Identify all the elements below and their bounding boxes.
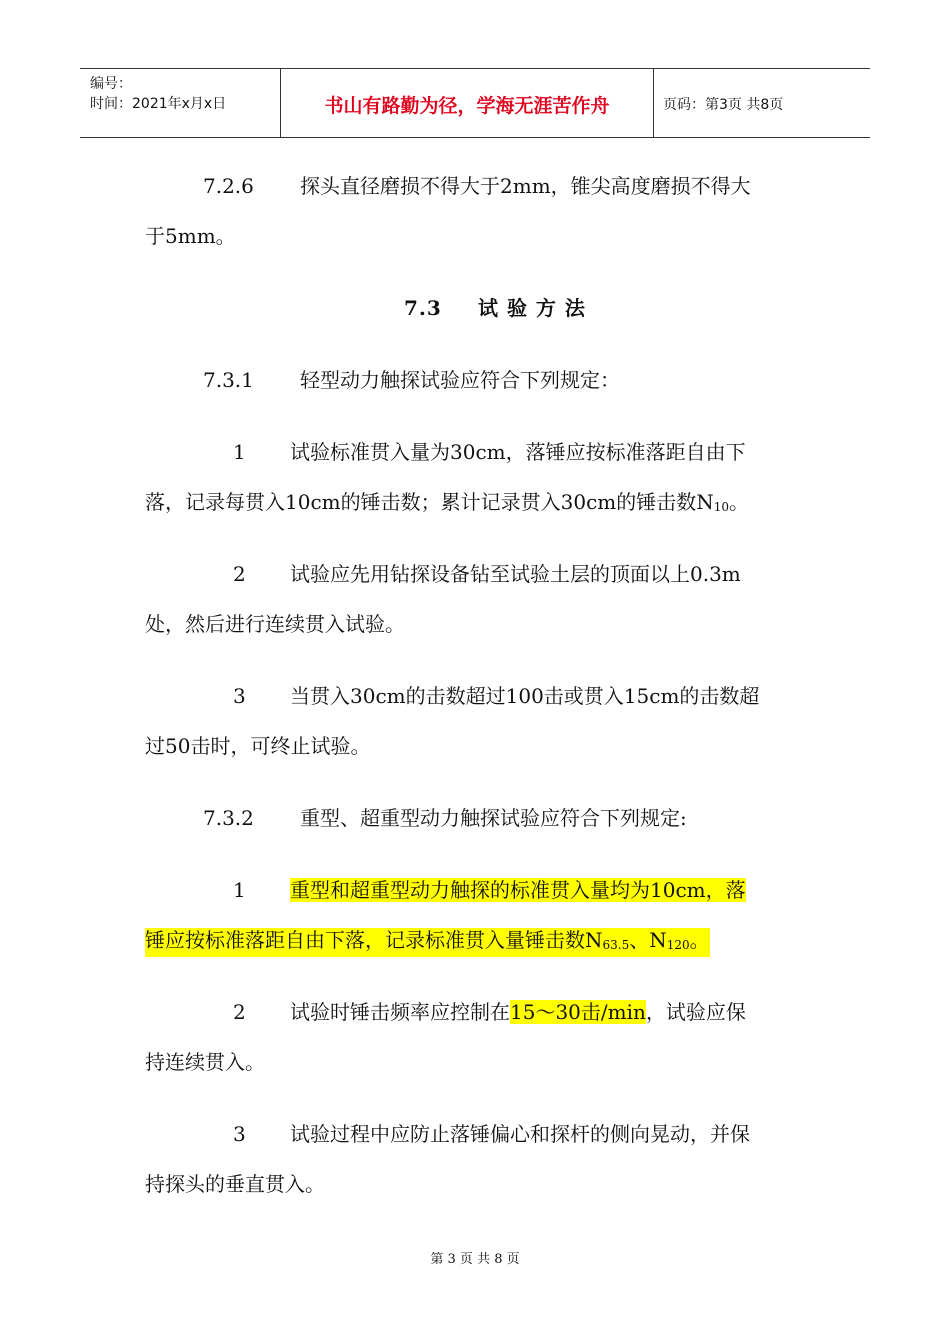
- line-text: 试验时锤击频率应控制在: [290, 1000, 510, 1024]
- date-label: 时间：2021年x月x日: [90, 96, 227, 112]
- document-header: [80, 68, 870, 138]
- line-text: 、N: [629, 928, 667, 952]
- header-middle-cell: [280, 69, 654, 137]
- paragraph-line: 持连续贯入。: [145, 1050, 265, 1074]
- paragraph-line: 处，然后进行连续贯入试验。: [145, 612, 405, 636]
- item-number: 2: [233, 1000, 246, 1024]
- paragraph-line: 试验应先用钻探设备钻至试验土层的顶面以上0.3m: [290, 562, 741, 586]
- highlighted-line: [145, 928, 710, 957]
- paragraph-line: 试验标准贯入量为30cm，落锤应按标准落距自由下: [290, 440, 746, 464]
- item-number: 1: [233, 878, 246, 902]
- number-label: 编号：: [90, 76, 132, 92]
- line-end: 。: [729, 490, 750, 514]
- section-title: 试 验 方 法: [478, 296, 586, 320]
- clause-number: 7.3.2: [203, 806, 254, 830]
- paragraph-line: 过50击时，可终止试验。: [145, 734, 371, 758]
- subscript: 120: [666, 938, 690, 952]
- item-number: 1: [233, 440, 246, 464]
- item-number: 3: [233, 684, 246, 708]
- paragraph-line: 探头直径磨损不得大于2mm，锥尖高度磨损不得大: [300, 174, 751, 198]
- paragraph-line: 于5mm。: [145, 224, 236, 248]
- paragraph-line: 轻型动力触探试验应符合下列规定：: [300, 368, 620, 392]
- paragraph-line: 当贯入30cm的击数超过100击或贯入15cm的击数超: [290, 684, 760, 708]
- page-footer: 第 3 页 共 8 页: [430, 1252, 520, 1267]
- paragraph-line: [145, 490, 749, 519]
- subscript: 63.5: [602, 938, 630, 952]
- header-left-cell: [80, 69, 280, 137]
- page-code: 页码：第3页 共8页: [663, 97, 784, 113]
- clause-number: 7.3.1: [203, 368, 254, 392]
- header-motto: 书山有路勤为径，学海无涯苦作舟: [324, 95, 610, 117]
- subscript: 10: [713, 500, 730, 514]
- clause-number: 7.2.6: [203, 174, 254, 198]
- line-end: 。: [689, 928, 710, 952]
- highlighted-line: 重型和超重型动力触探的标准贯入量均为10cm，落: [290, 878, 746, 902]
- line-text: ，试验应保: [645, 1000, 746, 1024]
- header-right-cell: [653, 69, 870, 137]
- paragraph-line: 试验过程中应防止落锤偏心和探杆的侧向晃动，并保: [290, 1122, 750, 1146]
- paragraph-line: [290, 1000, 746, 1024]
- highlighted-text: 15～30击/min: [510, 1000, 646, 1024]
- section-number: 7.3: [404, 296, 442, 320]
- item-number: 3: [233, 1122, 246, 1146]
- item-number: 2: [233, 562, 246, 586]
- line-text: 锤应按标准落距自由下落，记录标准贯入量锤击数N: [145, 928, 603, 952]
- paragraph-line: 持探头的垂直贯入。: [145, 1172, 325, 1196]
- line-text: 落，记录每贯入10cm的锤击数；累计记录贯入30cm的锤击数N: [145, 490, 714, 514]
- paragraph-line: 重型、超重型动力触探试验应符合下列规定:: [300, 806, 687, 830]
